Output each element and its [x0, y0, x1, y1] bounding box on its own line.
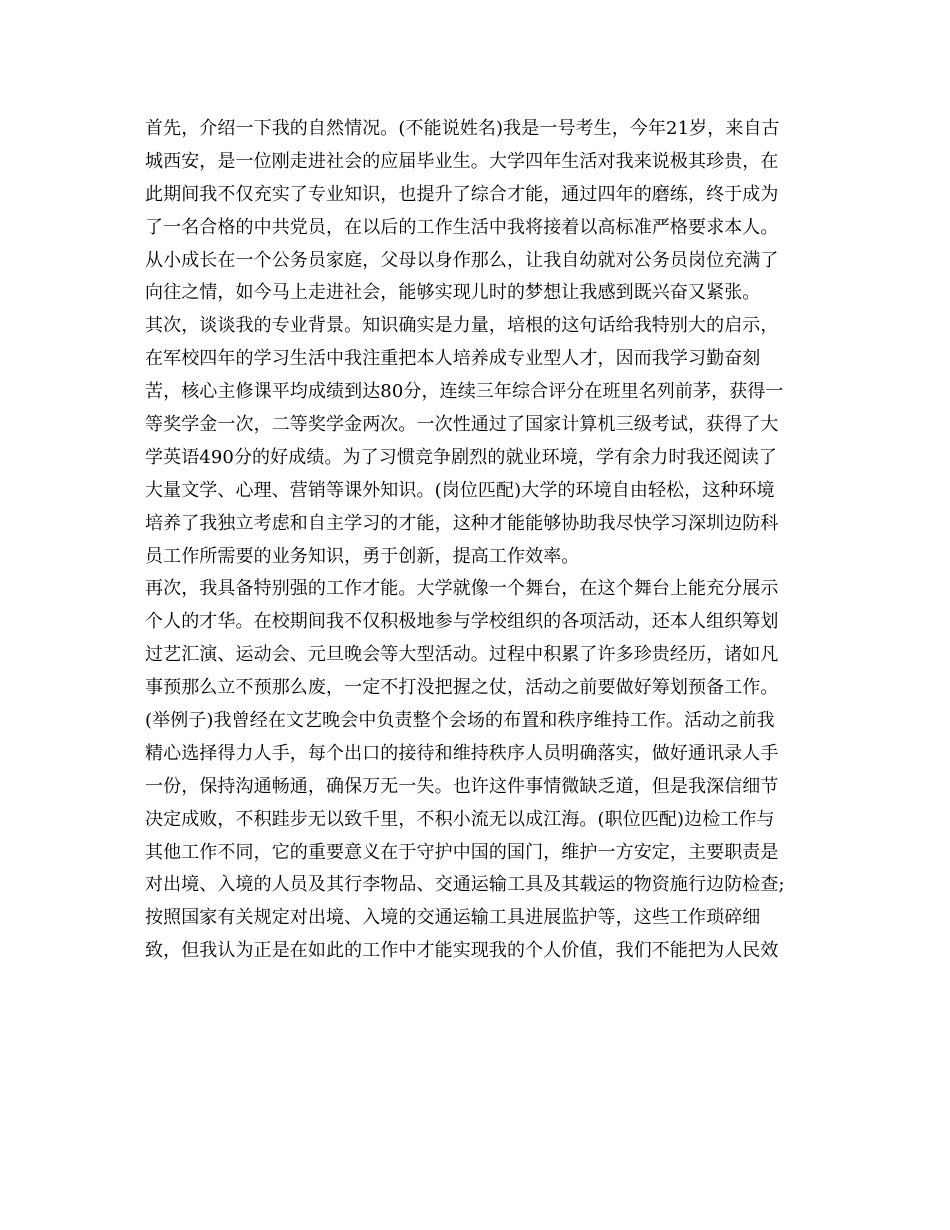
text-line: 决定成败，不积跬步无以致千里，不积小流无以成江海。(职位匹配)边检工作与 [145, 808, 775, 830]
text-line: 了一名合格的中共党员，在以后的工作生活中我将接着以高标准严格要求本人。 [145, 216, 779, 238]
text-line: 一份，保持沟通畅通，确保万无一失。也许这件事情微缺乏道，但是我深信细节 [145, 775, 779, 797]
text-line: 此期间我不仅充实了专业知识，也提升了综合才能，通过四年的磨练，终于成为 [145, 183, 779, 205]
text-line: 精心选择得力人手，每个出口的接待和维持秩序人员明确落实，做好通讯录人手 [145, 742, 779, 764]
text-line: 从小成长在一个公务员家庭，父母以身作那么，让我自幼就对公务员岗位充满了 [145, 249, 779, 271]
document-body [145, 113, 815, 968]
text-line: 向往之情，如今马上走进社会，能够实现儿时的梦想让我感到既兴奋又紧张。 [145, 282, 761, 304]
text-line: 培养了我独立考虑和自主学习的才能，这种才能能够协助我尽快学习深圳边防科 [145, 512, 779, 534]
text-line: 事预那么立不预那么废，一定不打没把握之仗，活动之前要做好筹划预备工作。 [145, 677, 779, 699]
text-line: 对出境、入境的人员及其行李物品、交通运输工具及其载运的物资施行边防检查; [145, 874, 785, 896]
text-line: 再次，我具备特别强的工作才能。大学就像一个舞台，在这个舞台上能充分展示 [145, 578, 779, 600]
text-line: 大量文学、心理、营销等课外知识。(岗位匹配)大学的环境自由轻松，这种环境 [145, 479, 775, 501]
text-line: 苦，核心主修课平均成绩到达80分，连续三年综合评分在班里名列前茅，获得一 [145, 381, 784, 403]
text-line: 其次，谈谈我的专业背景。知识确实是力量，培根的这句话给我特别大的启示， [145, 315, 779, 337]
text-line: 在军校四年的学习生活中我注重把本人培养成专业型人才，因而我学习勤奋刻 [145, 348, 761, 370]
text-line: 按照国家有关规定对出境、入境的交通运输工具进展监护等，这些工作琐碎细 [145, 907, 761, 929]
text-line: 员工作所需要的业务知识，勇于创新，提高工作效率。 [145, 545, 580, 567]
text-line: 学英语490分的好成绩。为了习惯竞争剧烈的就业环境，学有余力时我还阅读了 [145, 446, 777, 468]
text-line: 等奖学金一次，二等奖学金两次。一次性通过了国家计算机三级考试，获得了大 [145, 414, 779, 436]
text-line: 首先，介绍一下我的自然情况。(不能说姓名)我是一号考生，今年21岁，来自古 [145, 118, 780, 139]
text-line: 过艺汇演、运动会、元旦晚会等大型活动。过程中积累了许多珍贵经历，诸如凡 [145, 644, 779, 666]
text-line: 致，但我认为正是在如此的工作中才能实现我的个人价值，我们不能把为人民效 [145, 940, 779, 962]
text-line: 个人的才华。在校期间我不仅积极地参与学校组织的各项活动，还本人组织筹划 [145, 611, 779, 633]
text-line: 城西安，是一位刚走进社会的应届毕业生。大学四年生活对我来说极其珍贵，在 [145, 150, 779, 172]
text-line: (举例子)我曾经在文艺晚会中负责整个会场的布置和秩序维持工作。活动之前我 [145, 710, 775, 732]
text-line: 其他工作不同，它的重要意义在于守护中国的国门，维护一方安定，主要职责是 [145, 841, 779, 863]
